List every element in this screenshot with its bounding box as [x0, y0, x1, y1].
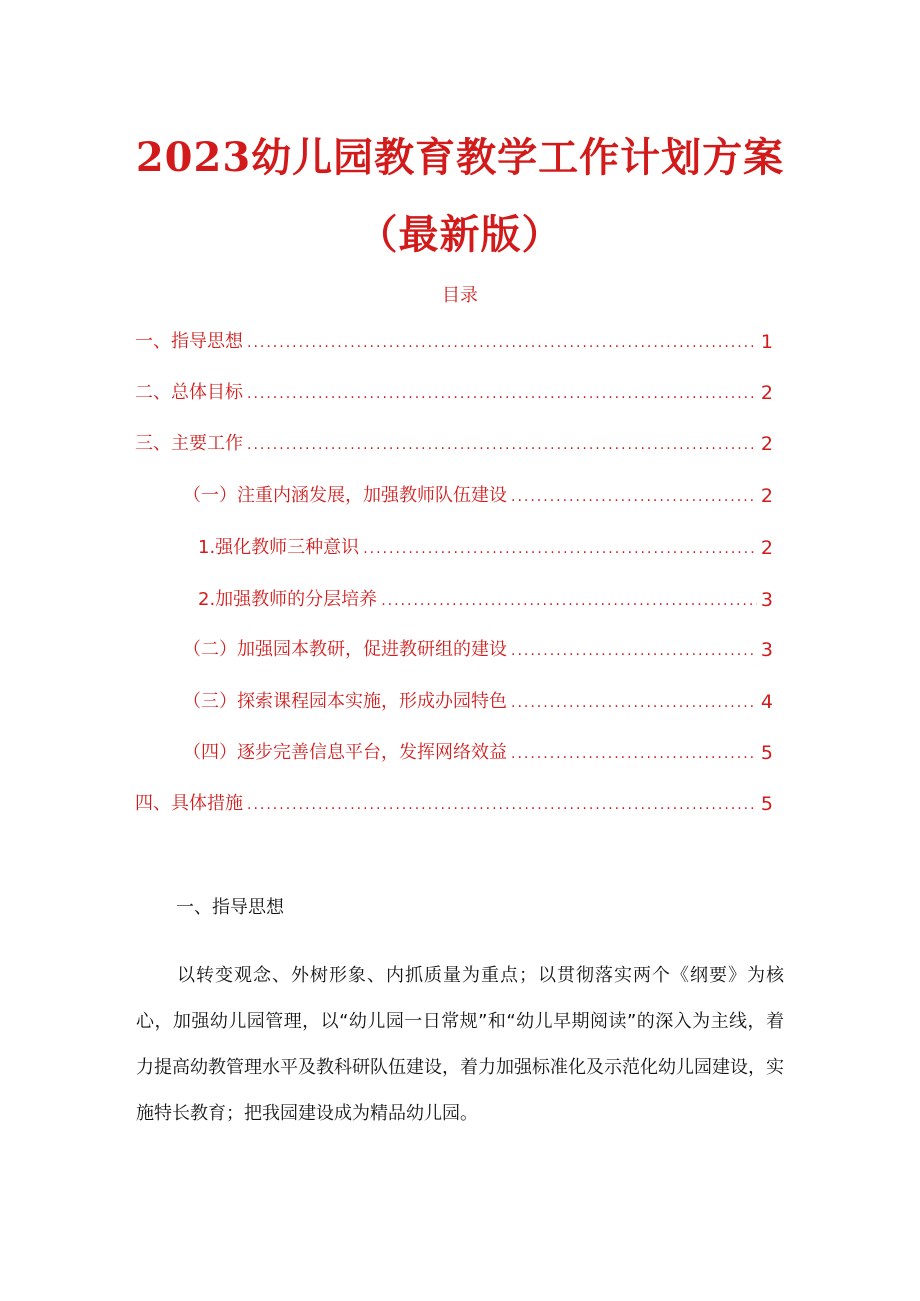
toc-dot-leader: [511, 692, 757, 714]
toc-heading: 目录: [442, 285, 478, 306]
toc-page-number: 5: [760, 742, 773, 764]
toc-entry-label: （三）探索课程园本实施，形成办园特色: [183, 691, 507, 712]
toc-dot-leader: [511, 640, 757, 662]
toc-page-number: 4: [760, 691, 773, 713]
toc-entry-curriculum[interactable]: [183, 686, 773, 714]
section-paragraph: 以转变观念、外树形象、内抓质量为重点；以贯彻落实两个《纲要》为核心，加强幼儿园管理，以“幼儿园一日常规”和“幼儿早期阅读”的深入为主线，着力提高幼教管理水平及教科研队伍建设，着力加强标准化及示范化幼儿园建设，实施特长教育；把我园建设成为精品幼儿园。: [136, 965, 784, 1124]
toc-page-number: 1: [760, 331, 773, 353]
toc-entry-three-awareness[interactable]: [198, 532, 773, 560]
toc-entry-label: （二）加强园本教研，促进教研组的建设: [183, 639, 507, 660]
toc-page-number: 3: [760, 639, 773, 661]
toc-entry-label: 一、指导思想: [135, 331, 243, 352]
document-subtitle: （最新版）: [357, 211, 563, 258]
toc-page-number: 3: [760, 589, 773, 611]
toc-entry-label: 2.加强教师的分层培养: [198, 589, 378, 610]
toc-dot-leader: [363, 538, 757, 560]
toc-page-number: 2: [760, 433, 773, 455]
toc-entry-school-research[interactable]: [183, 634, 773, 662]
toc-dot-leader: [247, 332, 757, 354]
toc-entry-main-work[interactable]: [135, 428, 773, 456]
toc-entry-specific-measures[interactable]: [135, 788, 773, 816]
toc-entry-guiding-ideology[interactable]: [135, 326, 773, 354]
toc-dot-leader: [247, 794, 757, 816]
toc-entry-tiered-training[interactable]: [198, 584, 773, 612]
toc-entry-label: 1.强化教师三种意识: [198, 537, 360, 558]
toc-entry-label: （一）注重内涵发展，加强教师队伍建设: [183, 485, 507, 506]
toc-entry-label: （四）逐步完善信息平台，发挥网络效益: [183, 742, 507, 763]
toc-entry-label: 三、主要工作: [135, 433, 243, 454]
toc-dot-leader: [247, 383, 757, 405]
toc-entry-teacher-team[interactable]: [183, 480, 773, 508]
toc-page-number: 2: [760, 537, 773, 559]
toc-page-number: 2: [760, 485, 773, 507]
toc-entry-label: 二、总体目标: [135, 382, 243, 403]
toc-entry-info-platform[interactable]: [183, 737, 773, 765]
toc-dot-leader: [381, 590, 757, 612]
toc-entry-overall-goals[interactable]: [135, 377, 773, 405]
toc-dot-leader: [511, 743, 757, 765]
section-heading: 一、指导思想: [176, 897, 284, 918]
toc-page-number: 5: [760, 793, 773, 815]
toc-dot-leader: [247, 434, 757, 456]
toc-page-number: 2: [760, 382, 773, 404]
toc-dot-leader: [511, 486, 757, 508]
document-title: 2023幼儿园教育教学工作计划方案: [135, 134, 785, 181]
toc-entry-label: 四、具体措施: [135, 793, 243, 814]
